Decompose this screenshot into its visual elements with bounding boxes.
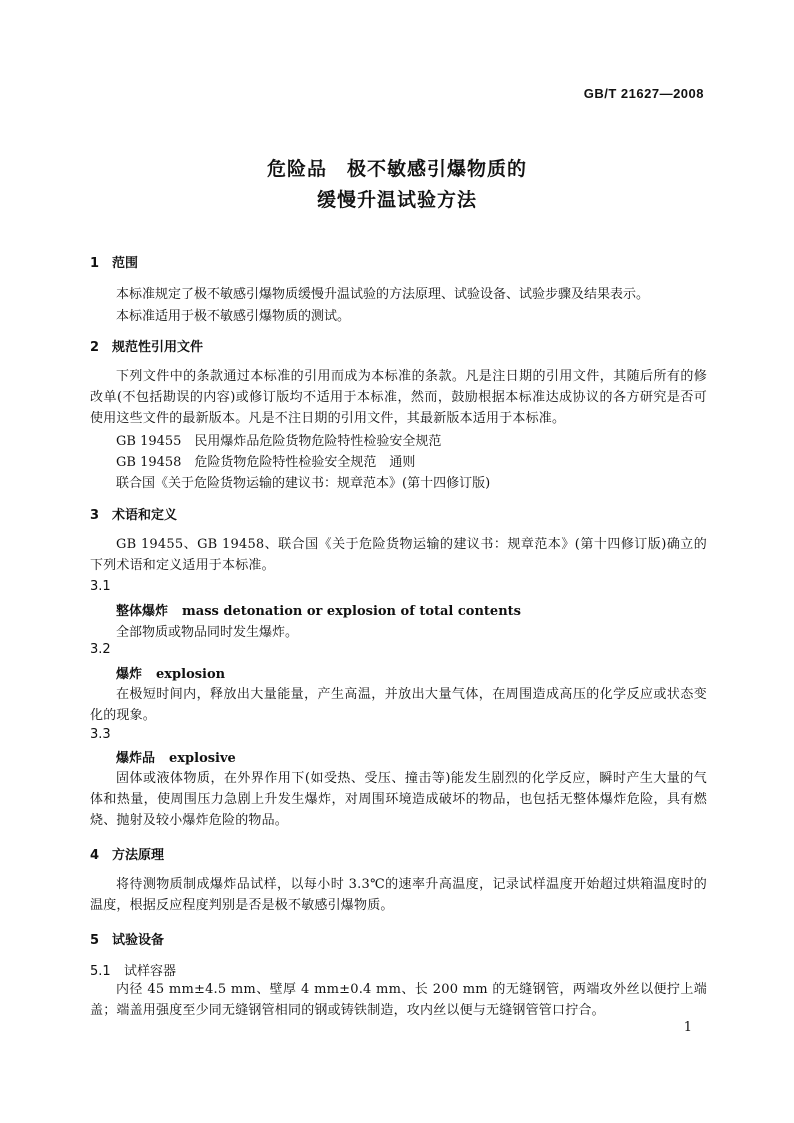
section-number: 4 [90, 848, 100, 863]
terms-intro-paragraph: GB 19455、GB 19458、联合国《关于危险货物运输的建议书：规章范本》(第十四修订版)确立的下列术语和定义适用于本标准。 [90, 537, 707, 573]
reference-item: 联合国《关于危险货物运输的建议书：规章范本》(第十四修订版) [116, 476, 491, 491]
section-number: 5 [90, 933, 100, 948]
document-title-line1: 危险品 极不敏感引爆物质的 [266, 158, 527, 180]
term-definition: 固体或液体物质，在外界作用下(如受热、受压、撞击等)能发生剧烈的化学反应，瞬时产生大量的气体和热量，使周围压力急剧上升发生爆炸，对周围环境造成破坏的物品，也包括无整体爆炸危险，具有燃烧、抛射及较小爆炸危险的物品。 [90, 771, 707, 828]
term-english: explosive [169, 751, 236, 766]
term-number: 3.2 [90, 642, 111, 657]
section-1-heading [90, 252, 138, 271]
term-chinese: 爆炸品 [116, 751, 156, 766]
section-3-heading [90, 504, 177, 523]
section-title: 范围 [112, 256, 139, 271]
section-title: 规范性引用文件 [112, 340, 204, 355]
term-number: 3.3 [90, 727, 111, 742]
scope-paragraph-2: 本标准适用于极不敏感引爆物质的测试。 [116, 309, 351, 324]
term-heading [116, 663, 225, 682]
section-number: 2 [90, 340, 100, 355]
sample-container-paragraph: 内径 45 mm±4.5 mm、壁厚 4 mm±0.4 mm、长 200 mm 的无缝钢管，两端攻外丝以便拧上端盖；端盖用强度至少同无缝钢管相同的钢或铸铁制造，攻内丝以便与无缝钢管管口拧合。 [90, 982, 707, 1018]
term-english: explosion [156, 667, 226, 682]
subsection-5-1-heading [90, 960, 176, 979]
section-number: 1 [90, 256, 100, 271]
section-title: 方法原理 [112, 848, 165, 863]
normative-references-paragraph: 下列文件中的条款通过本标准的引用而成为本标准的条款。凡是注日期的引用文件，其随后所有的修改单(不包括勘误的内容)或修订版均不适用于本标准，然而，鼓励根据本标准达成协议的各方研究是否可使用这些文件的最新版本。凡是不注日期的引用文件，其最新版本适用于本标准。 [90, 369, 707, 426]
section-title: 术语和定义 [112, 508, 178, 523]
term-english: mass detonation or explosion of total contents [182, 604, 521, 619]
term-number: 3.1 [90, 579, 111, 594]
method-principle-paragraph: 将待测物质制成爆炸品试样，以每小时 3.3℃的速率升高温度，记录试样温度开始超过烘箱温度时的温度，根据反应程度判别是否是极不敏感引爆物质。 [90, 877, 707, 913]
subsection-title: 试样容器 [124, 964, 177, 979]
term-definition: 全部物质或物品同时发生爆炸。 [116, 625, 299, 640]
scope-paragraph-1: 本标准规定了极不敏感引爆物质缓慢升温试验的方法原理、试验设备、试验步骤及结果表示。 [116, 287, 650, 302]
reference-item: GB 19458 危险货物危险特性检验安全规范 通则 [116, 455, 416, 470]
section-2-heading [90, 336, 203, 355]
document-title-line2: 缓慢升温试验方法 [316, 189, 477, 211]
reference-item: GB 19455 民用爆炸品危险货物危险特性检验安全规范 [116, 434, 442, 449]
section-number: 3 [90, 508, 100, 523]
section-title: 试验设备 [112, 933, 165, 948]
term-heading [116, 600, 521, 619]
term-chinese: 爆炸 [116, 667, 143, 682]
subsection-number: 5.1 [90, 964, 111, 979]
standard-code: GB/T 21627—2008 [583, 86, 704, 101]
section-5-heading [90, 929, 164, 948]
term-definition: 在极短时间内，释放出大量能量，产生高温，并放出大量气体，在周围造成高压的化学反应或状态变化的现象。 [90, 687, 707, 723]
term-chinese: 整体爆炸 [116, 604, 169, 619]
term-heading [116, 747, 236, 766]
section-4-heading [90, 844, 164, 863]
page-number: 1 [683, 1020, 692, 1035]
